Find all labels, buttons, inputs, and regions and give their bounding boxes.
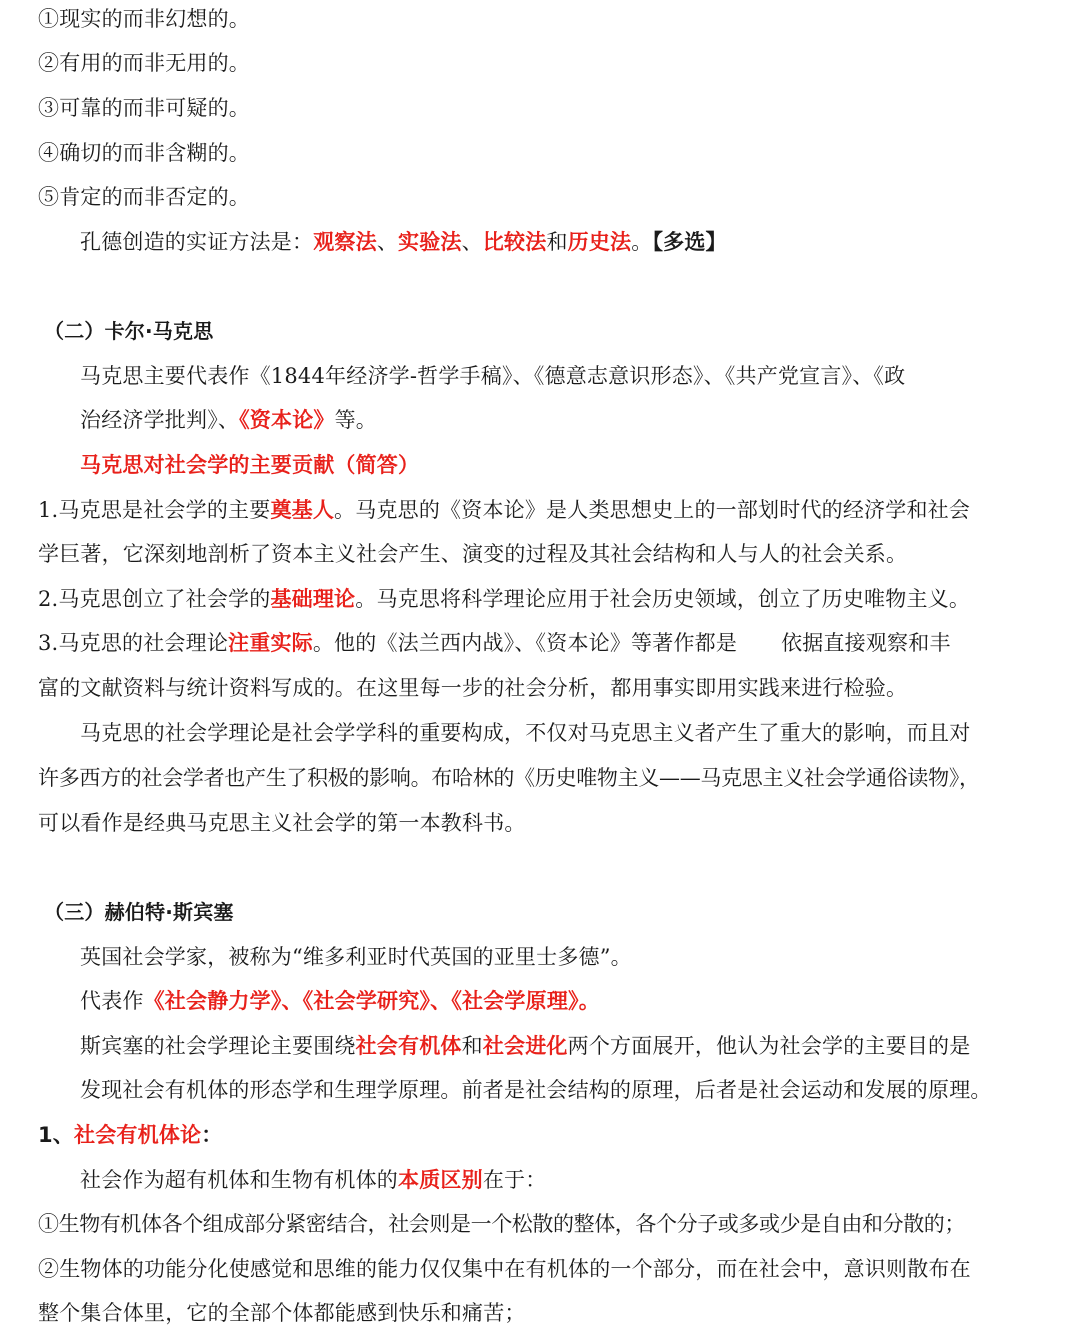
comte-item-2: ②有用的而非无用的。 (38, 51, 250, 75)
method-comparison: 比较法 (482, 230, 547, 254)
essential-difference (80, 1158, 1050, 1202)
sub-colon: ： (201, 1123, 223, 1147)
contribution-1-line2: 学巨著，它深刻地剖析了资本主义社会产生、演变的过程及其社会结构和人与人的社会关系。 (38, 542, 908, 566)
spencer-theory-line1 (80, 1024, 1050, 1068)
theory-rest: 两个方面展开，他认为社会学的主要目的是 (567, 1034, 971, 1058)
marx-heading: （二）卡尔·马克思 (44, 319, 214, 343)
work-social-statics: 《社会静力学》 (143, 989, 282, 1013)
c2-key: 基础理论 (270, 587, 356, 611)
sep: 、 (461, 230, 483, 254)
diff-text: 社会作为超有机体和生物有机体的 (80, 1168, 398, 1192)
c3-text: 3.马克思的社会理论 (38, 631, 229, 655)
c2-rest: 。马克思将科学理论应用于社会历史领域，创立了历史唯物主义。 (355, 587, 971, 611)
work-principles-of-sociology: 《社会学原理》 (451, 989, 579, 1013)
method-experiment: 实验法 (398, 230, 462, 254)
c2-text: 2.马克思创立了社会学的 (38, 587, 271, 611)
diff-key: 本质区别 (398, 1168, 483, 1192)
comte-methods-line (80, 220, 1050, 264)
c1-key: 奠基人 (270, 498, 335, 522)
sub-number: 1、 (38, 1123, 75, 1147)
comte-item-3: ③可靠的而非可疑的。 (38, 96, 250, 120)
contribution-1 (38, 488, 1050, 532)
c1-rest: 。马克思的《资本论》是人类思想史上的一部划时代的经济学和社会 (334, 498, 971, 522)
c3-tail: 依据直接观察和丰 (781, 631, 951, 655)
works-end: 。 (578, 989, 600, 1013)
marx-contribution-title: 马克思对社会学的主要贡献（简答） (80, 453, 420, 477)
contribution-3 (38, 621, 1050, 665)
spencer-intro: 英国社会学家，被称为“维多利亚时代英国的亚里士多德”。 (80, 945, 632, 969)
sub-title: 社会有机体论 (74, 1123, 202, 1147)
marx-para-line3: 可以看作是经典马克思主义社会学的第一本教科书。 (38, 811, 526, 835)
works-prefix: 代表作 (80, 989, 144, 1013)
marx-para-line2: 许多西方的社会学者也产生了积极的影响。布哈林的《历史唯物主义——马克思主义社会学通俗读物》， (38, 766, 980, 790)
works-end: 等。 (334, 408, 378, 432)
subheading-social-organism (38, 1113, 1050, 1157)
period: 。 (631, 230, 653, 254)
c1-text: 1.马克思是社会学的主要 (38, 498, 271, 522)
difference-2-line2: 整个集合体里，它的全部个体都能感到快乐和痛苦； (38, 1301, 526, 1325)
comte-item-4: ④确切的而非含糊的。 (38, 141, 250, 165)
marx-works-line2 (80, 398, 1050, 442)
contribution-3-line2: 富的文献资料与统计资料写成的。在这里每一步的社会分析，都用事实即用实践来进行检验。 (38, 676, 908, 700)
das-kapital: 《资本论》 (239, 408, 335, 432)
and: 和 (546, 230, 568, 254)
theory-and: 和 (461, 1034, 483, 1058)
spencer-works (80, 979, 1050, 1023)
method-history: 历史法 (567, 230, 632, 254)
contribution-2 (38, 577, 1050, 621)
sep: 、 (376, 230, 399, 254)
difference-1: ①生物有机体各个组成部分紧密结合，社会则是一个松散的整体，各个分子或多或少是自由和分散的； (38, 1212, 965, 1236)
method-observation: 观察法 (313, 230, 377, 254)
marx-works-line1: 马克思主要代表作《1844年经济学-哲学手稿》、《德意志意识形态》、《共产党宣言》、《政 (80, 364, 906, 388)
methods-prefix: 孔德创造的实证方法是： (80, 230, 314, 254)
diff-end: 在于： (482, 1168, 547, 1192)
difference-2-line1: ②生物体的功能分化使感觉和思维的能力仅仅集中在有机体的一个部分，而在社会中，意识则散布在 (38, 1257, 971, 1281)
comte-item-1: ①现实的而非幻想的。 (38, 7, 250, 31)
sep: 、 (430, 989, 452, 1013)
works-text: 治经济学批判》、 (80, 408, 240, 432)
sep: 、 (281, 989, 303, 1013)
social-organism: 社会有机体 (355, 1034, 462, 1058)
comte-item-5: ⑤肯定的而非否定的。 (38, 185, 250, 209)
marx-para-line1: 马克思的社会学理论是社会学学科的重要构成，不仅对马克思主义者产生了重大的影响，而且对 (80, 721, 971, 745)
c3-rest: 。他的《法兰西内战》、《资本论》等著作都是 (312, 631, 738, 655)
theory-text: 斯宾塞的社会学理论主要围绕 (80, 1034, 356, 1058)
c3-key: 注重实际 (228, 631, 313, 655)
spencer-heading: （三）赫伯特·斯宾塞 (44, 900, 234, 924)
work-study-of-sociology: 《社会学研究》 (302, 989, 431, 1013)
spencer-theory-line2: 发现社会有机体的形态学和生理学原理。前者是社会结构的原理，后者是社会运动和发展的原理。 (80, 1078, 992, 1102)
social-evolution: 社会进化 (482, 1034, 568, 1058)
multi-choice-tag: 【多选】 (652, 230, 727, 254)
